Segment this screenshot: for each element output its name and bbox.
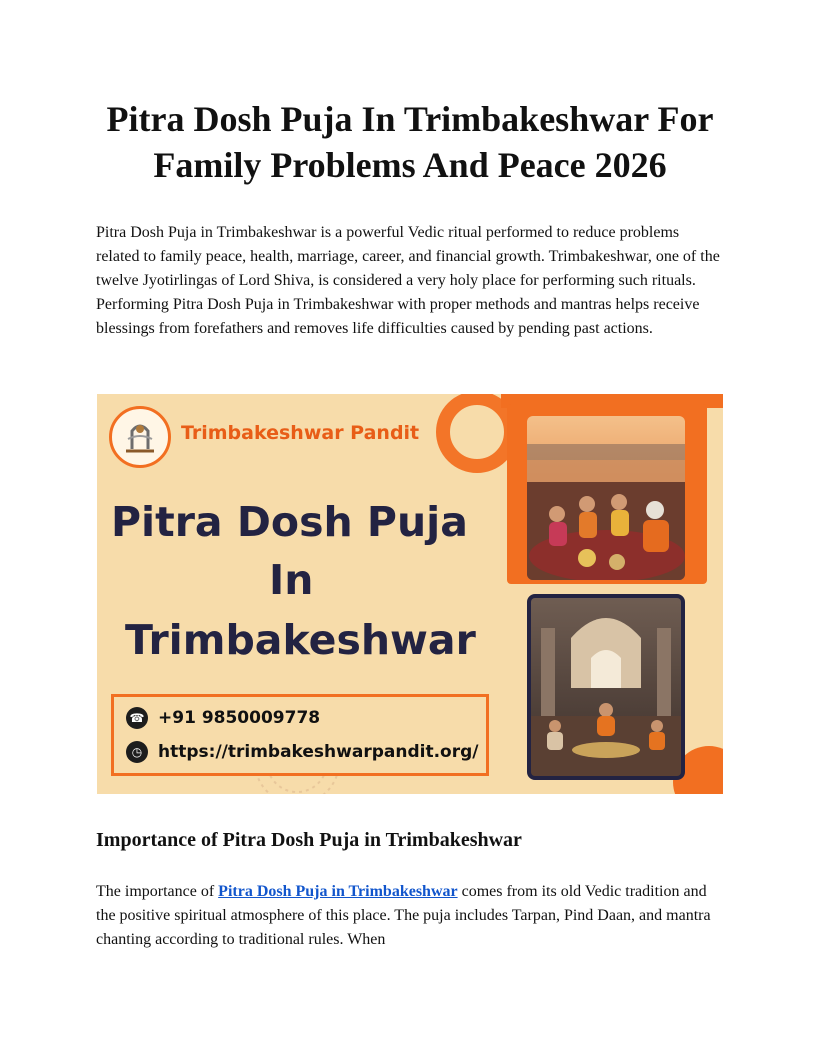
riverside-puja-photo — [527, 416, 685, 580]
contact-phone-row — [126, 707, 320, 729]
logo-icon — [109, 406, 171, 468]
contact-website-row — [126, 741, 478, 763]
banner-title-line-1: Pitra Dosh Puja — [111, 498, 468, 546]
document-page — [96, 96, 724, 948]
temple-puja-photo — [527, 594, 685, 780]
section-text-before-link: The importance of — [96, 883, 219, 900]
contact-website: https://trimbakeshwarpandit.org/ — [158, 742, 479, 762]
section-paragraph — [96, 880, 724, 952]
globe-icon: ◷ — [126, 741, 148, 763]
section-text-after-link: comes from its old Vedic tradition and the positive spiritual atmosphere of this place. The puja includes Tarpan, Pind Daan, and mantra chanting according to traditional rules. When — [96, 883, 711, 948]
banner-brand-name: Trimbakeshwar Pandit — [181, 422, 420, 444]
contact-phone: +91 9850009778 — [158, 708, 321, 728]
contact-box — [111, 694, 489, 776]
pitra-dosh-puja-link[interactable]: Pitra Dosh Puja in Trimbakeshwar — [218, 883, 458, 900]
intro-paragraph: Pitra Dosh Puja in Trimbakeshwar is a powerful Vedic ritual performed to reduce problems related to family peace, health, marriage, career, and financial growth. Trimbakeshwar, one of the twelve Jyotirlingas of Lord Shiva, is considered a very holy place for performing such rituals. Performing Pitra Dosh Puja in Trimbakeshwar with proper methods and mantras helps receive blessings from forefathers and removes life difficulties caused by pending past actions. — [96, 224, 720, 337]
banner-title-line-2: In — [269, 556, 314, 604]
banner-title-line-3: Trimbakeshwar — [125, 616, 476, 664]
promo-banner-image — [97, 394, 723, 794]
phone-icon: ☎ — [126, 707, 148, 729]
document-title: Pitra Dosh Puja In Trimbakeshwar For Family Problems And Peace 2026 — [106, 99, 714, 185]
section-heading: Importance of Pitra Dosh Puja in Trimbakeshwar — [96, 829, 522, 851]
